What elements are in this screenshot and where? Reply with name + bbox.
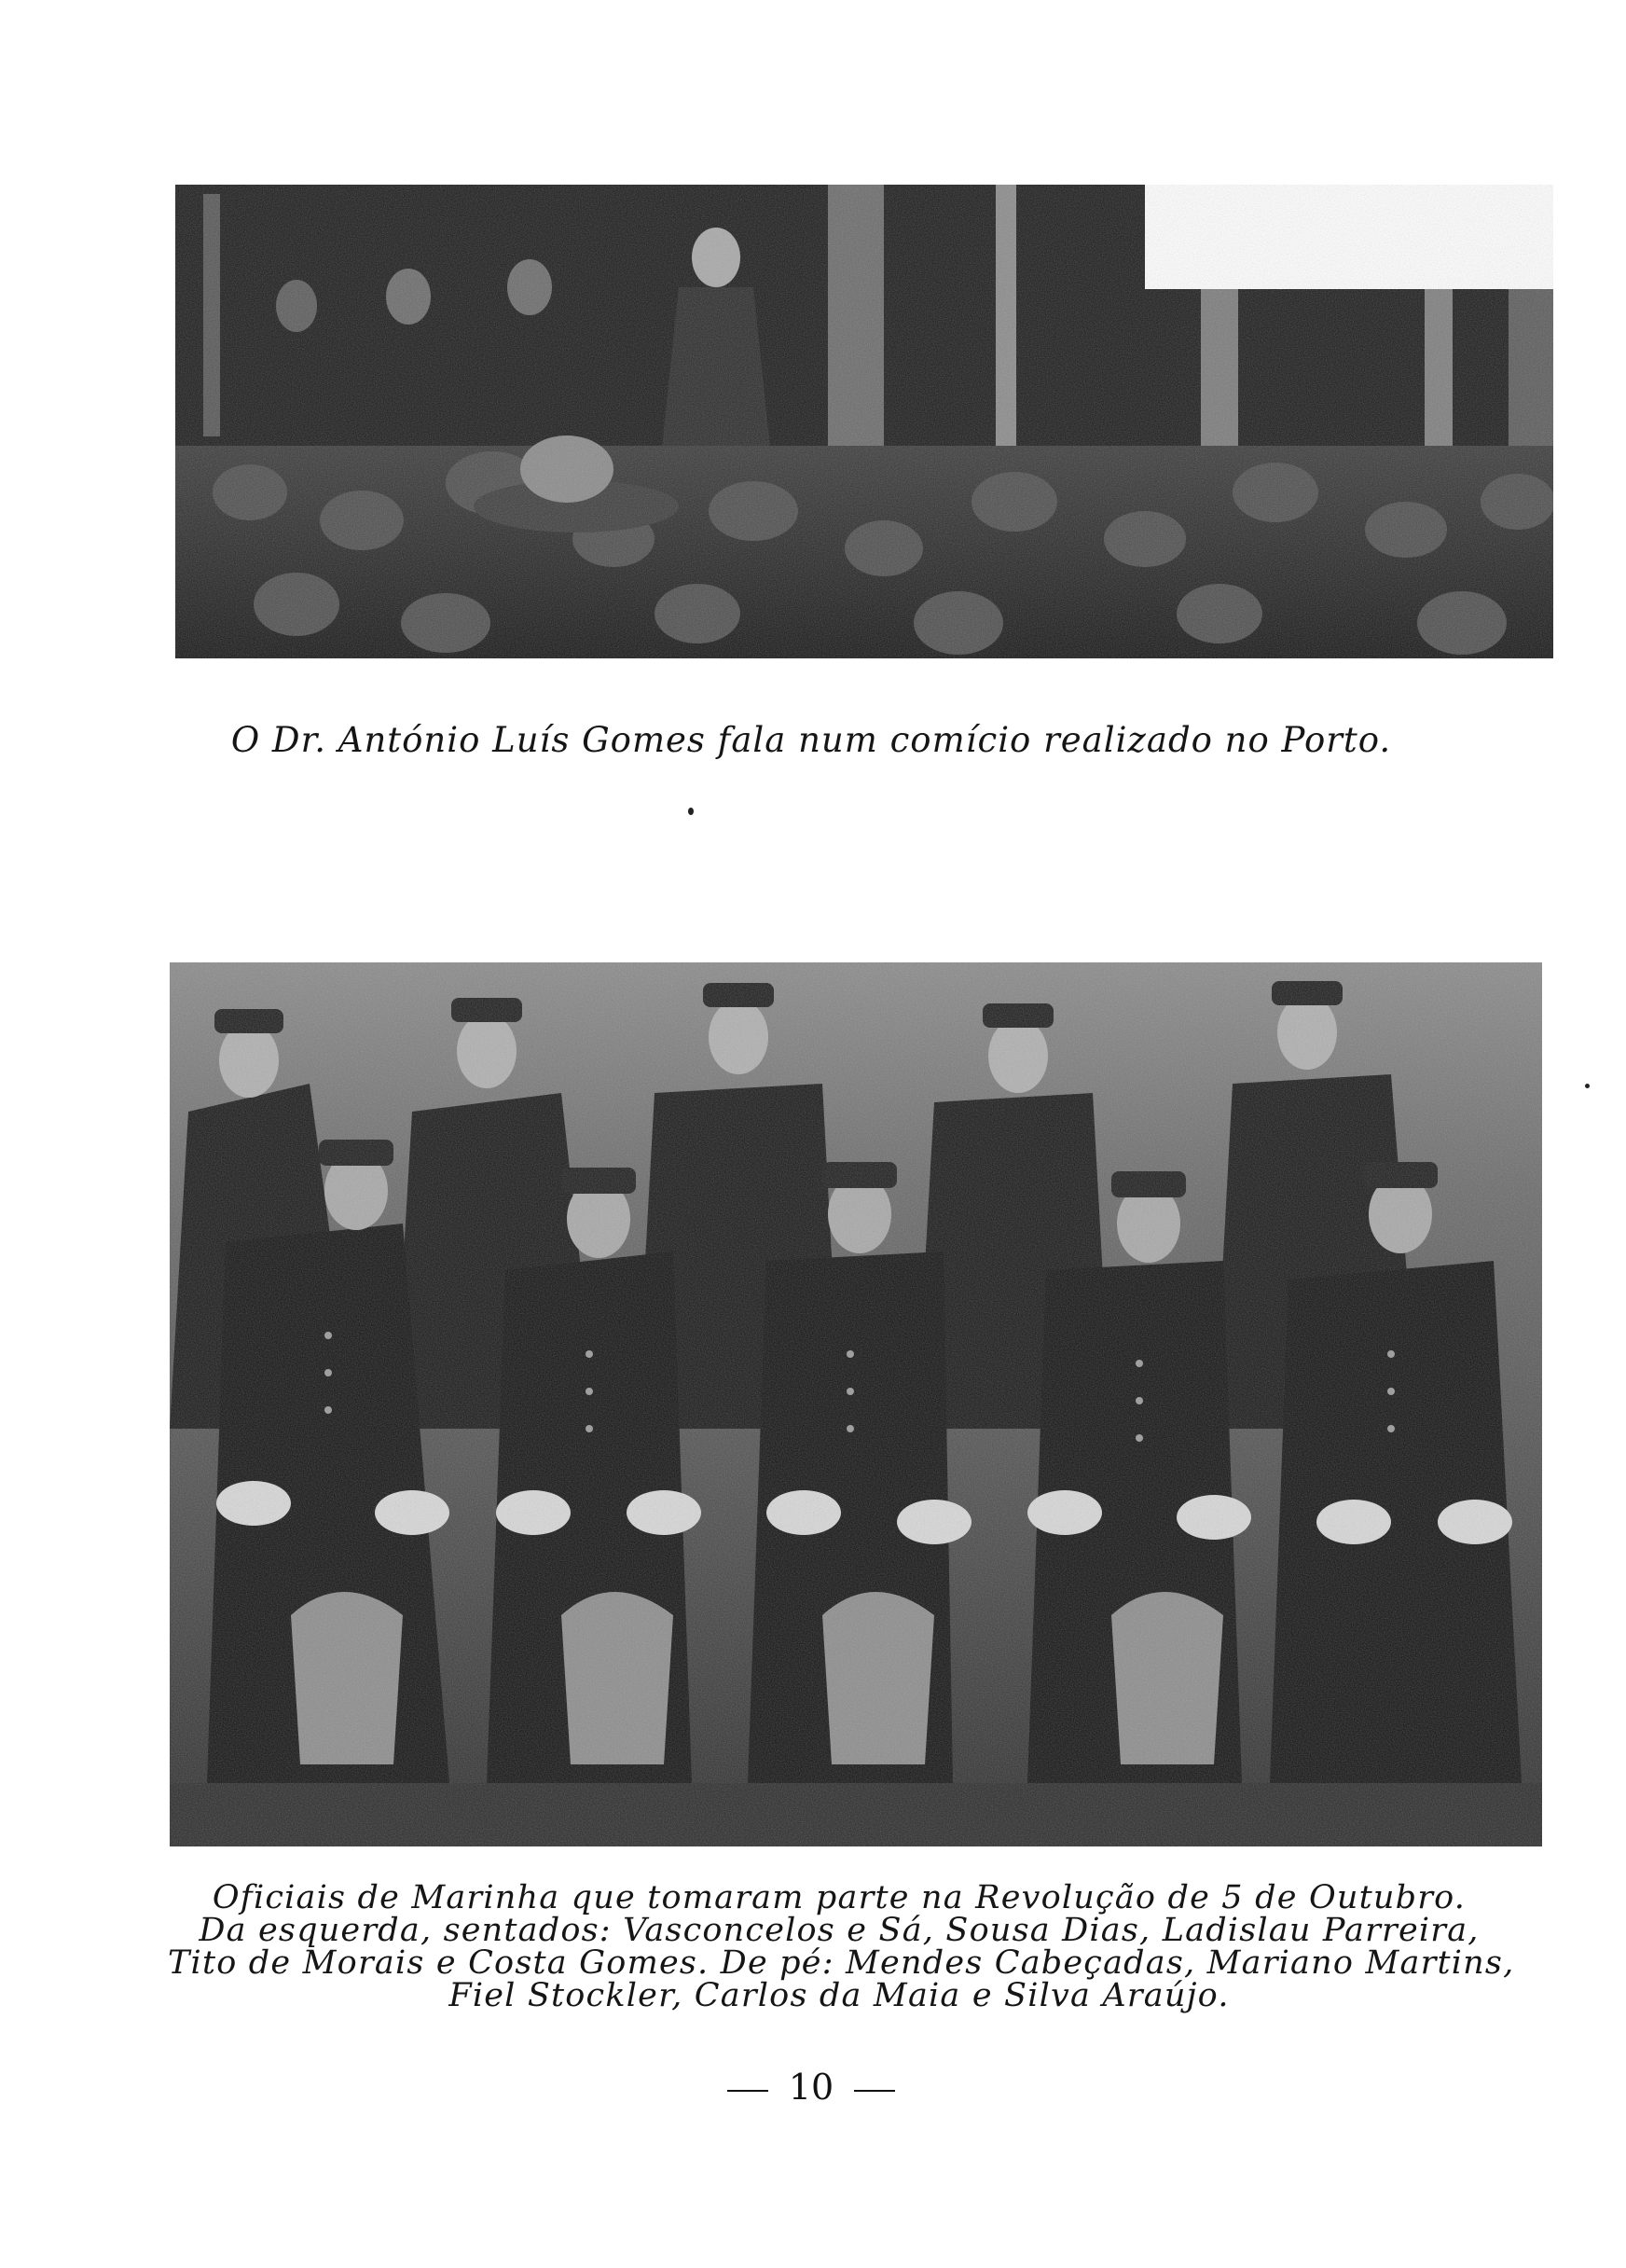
rally-photo-image — [175, 185, 1553, 658]
dash-right — [854, 2090, 895, 2092]
caption-line: Tito de Morais e Costa Gomes. De pé: Mendes Cabeçadas, Mariano Martins, — [168, 1944, 1515, 1982]
rally-photo — [175, 185, 1553, 658]
navy-officers-photo-image — [170, 962, 1542, 1846]
scan-speck — [1585, 1084, 1590, 1088]
dash-left — [727, 2090, 768, 2092]
page-number-value: 10 — [788, 2067, 834, 2108]
caption-line: Da esquerda, sentados: Vasconcelos e Sá, Sousa Dias, Ladislau Parreira, — [199, 1912, 1480, 1949]
caption-line: Oficiais de Marinha que tomaram parte na Revolução de 5 de Outubro. — [212, 1879, 1467, 1916]
navy-officers-caption — [168, 1879, 1515, 2014]
page-number — [653, 2067, 970, 2108]
rally-photo-caption: O Dr. António Luís Gomes fala num comício realizado no Porto. — [230, 720, 1392, 760]
caption-line: Fiel Stockler, Carlos da Maia e Silva Araújo. — [448, 1977, 1230, 2014]
navy-officers-photo — [170, 962, 1542, 1846]
scan-speck — [688, 808, 694, 815]
